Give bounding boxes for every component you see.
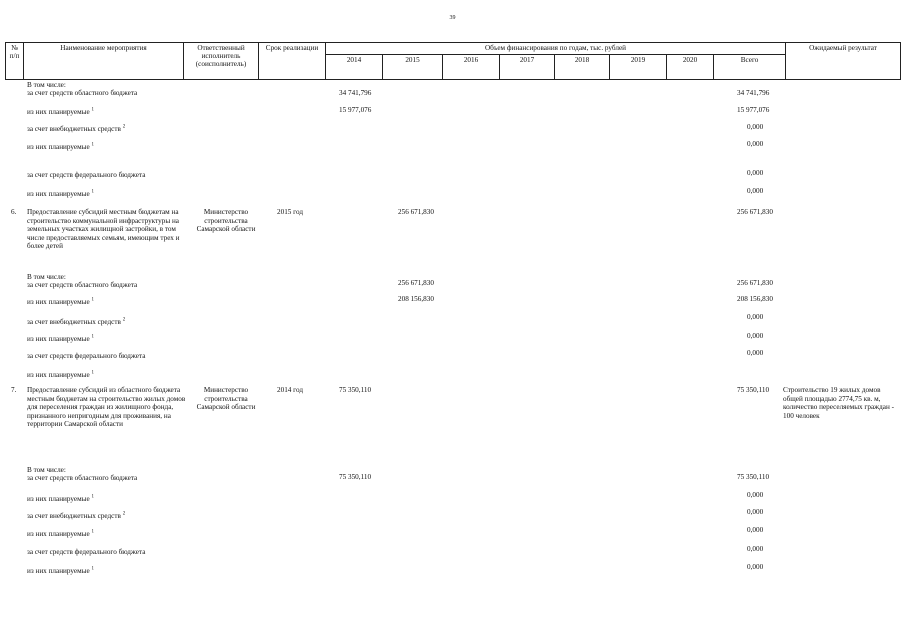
value-cell: 0,000 (747, 169, 764, 177)
expected-result: Строительство 19 жилых домов общей площадью 2774,75 кв. м, количество переселяемых граждан - 100 человек (783, 386, 895, 420)
executor: Министерство строительства Самарской области (196, 386, 256, 412)
planned-label: из них планируемые $^1$ (27, 566, 94, 575)
value-cell: 75 350,110 (737, 473, 770, 481)
planned-label: из них планируемые $^1$ (27, 334, 94, 343)
value-cell: 0,000 (747, 187, 764, 195)
value-cell: 256 671,830 (737, 279, 773, 287)
header-period: Срок реализации (259, 43, 326, 80)
incl-label: В том числе: (27, 81, 66, 89)
value-cell: 0,000 (747, 123, 764, 131)
offbudget-label: за счет внебюджетных средств $^2$ (27, 317, 126, 326)
value-cell: 208 156,830 (737, 295, 773, 303)
planned-label: из них планируемые $^1$ (27, 297, 94, 306)
table-header (5, 42, 901, 80)
planned-label: из них планируемые $^1$ (27, 142, 94, 151)
header-num: № п/п (6, 43, 24, 80)
page-number: 39 (449, 15, 456, 21)
header-year: 2019 (610, 54, 667, 79)
measure-name: Предоставление субсидий из областного бюджета местным бюджетам на строительство жилых домов для переселения граждан из жилищного фонда, признанного непригодным для проживания, на территории Самарской области (27, 386, 186, 429)
value-cell: 0,000 (747, 332, 764, 340)
value-cell: 0,000 (747, 140, 764, 148)
regional-label: за счет средств областного бюджета (27, 474, 138, 482)
incl-label: В том числе: (27, 466, 66, 474)
header-year: 2020 (667, 54, 714, 79)
regional-label: за счет средств областного бюджета (27, 281, 138, 289)
federal-label: за счет средств федерального бюджета (27, 171, 146, 179)
header-year: 2016 (443, 54, 500, 79)
header-total: Всего (714, 54, 786, 79)
header-executor: Ответственный исполнитель (соисполнитель) (184, 43, 259, 80)
value-cell: 15 977,076 (737, 106, 770, 114)
value-cell: 0,000 (747, 491, 764, 499)
header-name: Наименование мероприятия (24, 43, 184, 80)
planned-label: из них планируемые $^1$ (27, 529, 94, 538)
federal-label: за счет средств федерального бюджета (27, 548, 146, 556)
offbudget-label: за счет внебюджетных средств $^2$ (27, 124, 126, 133)
row-number: 7. (11, 386, 17, 394)
value-cell: 0,000 (747, 545, 764, 553)
planned-label: из них планируемые $^1$ (27, 370, 94, 379)
planned-label: из них планируемые $^1$ (27, 189, 94, 198)
value-cell: 256 671,830 (398, 208, 434, 216)
planned-label: из них планируемые $^1$ (27, 494, 94, 503)
value-cell: 208 156,830 (398, 295, 434, 303)
header-year: 2017 (500, 54, 555, 79)
executor: Министерство строительства Самарской области (196, 208, 256, 234)
offbudget-label: за счет внебюджетных средств $^2$ (27, 511, 126, 520)
header-financing: Объем финансирования по годам, тыс. рублей (326, 43, 786, 55)
value-cell: 0,000 (747, 349, 764, 357)
header-year: 2014 (326, 54, 383, 79)
value-cell: 0,000 (747, 508, 764, 516)
header-result: Ожидаемый результат (786, 43, 901, 80)
value-cell: 75 350,110 (737, 386, 770, 394)
value-cell: 34 741,796 (339, 89, 372, 97)
value-cell: 256 671,830 (737, 208, 773, 216)
value-cell: 0,000 (747, 563, 764, 571)
header-year: 2018 (555, 54, 610, 79)
period: 2014 год (277, 386, 303, 394)
value-cell: 15 977,076 (339, 106, 372, 114)
incl-label: В том числе: (27, 273, 66, 281)
planned-label: из них планируемые $^1$ (27, 107, 94, 116)
federal-label: за счет средств федерального бюджета (27, 352, 146, 360)
period: 2015 год (277, 208, 303, 216)
value-cell: 34 741,796 (737, 89, 770, 97)
header-year: 2015 (383, 54, 443, 79)
value-cell: 256 671,830 (398, 279, 434, 287)
row-number: 6. (11, 208, 17, 216)
value-cell: 0,000 (747, 526, 764, 534)
measure-name: Предоставление субсидий местным бюджетам на строительство коммунальной инфраструктуры на земельных участках жилищной застройки, в том числе предоставляемых семьям, имеющим трех и более детей (27, 208, 180, 251)
value-cell: 0,000 (747, 313, 764, 321)
value-cell: 75 350,110 (339, 386, 372, 394)
regional-label: за счет средств областного бюджета (27, 89, 138, 97)
value-cell: 75 350,110 (339, 473, 372, 481)
